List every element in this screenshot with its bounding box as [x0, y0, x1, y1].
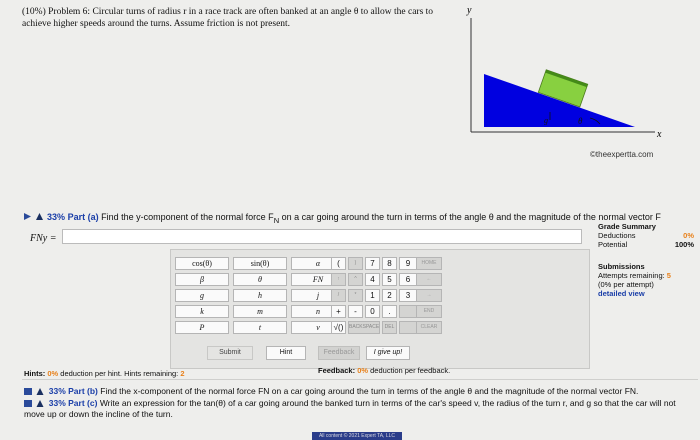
key-dot[interactable]: .: [382, 305, 397, 318]
warning-icon: [36, 213, 43, 220]
deductions-label: Deductions: [598, 231, 636, 240]
part-b-percent: 33%: [48, 386, 66, 396]
part-c-text: Write an expression for the tan(θ) of a car going around the banked turn in terms of the car's speed v, the radius of the turn r, and g so that the car will not move up or down the incline of the turn.: [24, 398, 676, 419]
key-alpha[interactable]: α: [291, 257, 345, 270]
hints-text: deduction per hint. Hints remaining:: [60, 369, 179, 378]
hints-pct: 0%: [47, 369, 59, 378]
key-backspace[interactable]: BACKSPACE: [348, 321, 380, 334]
submissions-panel: [598, 262, 694, 298]
key-m[interactable]: m: [233, 305, 287, 318]
x-axis-label: x: [657, 129, 662, 140]
expand-arrow-icon[interactable]: [24, 213, 31, 220]
give-up-button[interactable]: I give up!: [366, 346, 410, 360]
key-caret[interactable]: ^: [348, 273, 363, 286]
part-a-percent: 33%: [47, 212, 66, 222]
feedback-info: [318, 366, 450, 375]
key-blank-2: [399, 321, 417, 334]
attempts-value: 5: [666, 271, 671, 280]
key-0[interactable]: 0: [365, 305, 380, 318]
key-8[interactable]: 8: [382, 257, 397, 270]
key-g[interactable]: g: [175, 289, 229, 302]
number-keypad: [331, 257, 417, 334]
part-b-label: Part (b): [68, 386, 98, 396]
key-divide[interactable]: /: [331, 289, 346, 302]
key-6[interactable]: 6: [399, 273, 417, 286]
key-3[interactable]: 3: [399, 289, 417, 302]
feedback-text: deduction per feedback.: [370, 366, 451, 375]
key-left[interactable]: ←: [416, 273, 442, 286]
key-sqrt[interactable]: √(): [331, 321, 346, 334]
potential-value: 100%: [674, 240, 694, 249]
key-multiply[interactable]: *: [348, 289, 363, 302]
answer-input[interactable]: [62, 229, 582, 244]
part-c-row[interactable]: [24, 398, 694, 420]
key-k[interactable]: k: [175, 305, 229, 318]
collapsed-icon: [24, 400, 32, 407]
feedback-label: Feedback:: [318, 366, 356, 375]
warning-icon: [36, 400, 44, 407]
function-keypad: [175, 257, 345, 334]
part-b-text: Find the x-component of the normal force FN on a car going around the turn in terms of the angle θ and the magnitude of the normal vector FN.: [100, 386, 639, 396]
attempts-label: Attempts remaining:: [598, 271, 665, 280]
key-h[interactable]: h: [233, 289, 287, 302]
submit-button[interactable]: Submit: [207, 346, 253, 360]
key-right[interactable]: →: [416, 289, 442, 302]
key-plus[interactable]: +: [331, 305, 346, 318]
key-v[interactable]: v: [291, 321, 345, 334]
hint-button[interactable]: Hint: [266, 346, 306, 360]
key-2[interactable]: 2: [382, 289, 397, 302]
key-clear[interactable]: CLEAR: [416, 321, 442, 334]
hints-info: [24, 369, 185, 378]
key-beta[interactable]: β: [175, 273, 229, 286]
key-j[interactable]: j: [291, 289, 345, 302]
key-n[interactable]: n: [291, 305, 345, 318]
collapsed-icon: [24, 388, 32, 395]
key-p[interactable]: P: [175, 321, 229, 334]
divider: [22, 379, 698, 380]
key-up[interactable]: ↑: [331, 273, 346, 286]
key-open-paren[interactable]: (: [331, 257, 346, 270]
deductions-value: 0%: [683, 231, 694, 240]
key-9[interactable]: 9: [399, 257, 417, 270]
feedback-pct: 0%: [357, 366, 369, 375]
footer-copyright: All content © 2021 Expert TA, LLC: [312, 432, 402, 440]
part-a-question-sub: N: [273, 215, 280, 225]
key-t[interactable]: t: [233, 321, 287, 334]
key-blank: [399, 305, 417, 318]
key-5[interactable]: 5: [382, 273, 397, 286]
potential-label: Potential: [598, 240, 628, 249]
key-7[interactable]: 7: [365, 257, 380, 270]
part-a-header: [24, 212, 696, 226]
feedback-button[interactable]: Feedback: [318, 346, 360, 360]
image-credit: ©theexpertta.com: [590, 150, 654, 159]
y-axis-label: y: [467, 5, 472, 16]
part-a-label: Part (a): [67, 212, 99, 222]
theta-label: θ: [578, 116, 583, 126]
banked-turn-diagram: [440, 0, 690, 165]
key-fn[interactable]: FN: [291, 273, 345, 286]
hints-label: Hints:: [24, 369, 46, 378]
key-sin[interactable]: sin(θ): [233, 257, 287, 270]
part-b-row[interactable]: [24, 386, 694, 397]
key-theta[interactable]: θ: [233, 273, 287, 286]
per-attempt: (0% per attempt): [598, 280, 654, 289]
part-c-percent: 33%: [48, 398, 66, 408]
submissions-title: Submissions: [598, 262, 645, 271]
gravity-label: g: [544, 116, 548, 125]
key-close-paren[interactable]: ): [348, 257, 363, 270]
grade-summary: [598, 222, 694, 249]
key-1[interactable]: 1: [365, 289, 380, 302]
part-c-label: Part (c): [68, 398, 98, 408]
hints-remaining: 2: [180, 369, 185, 378]
key-end[interactable]: END: [416, 305, 442, 318]
answer-label: FNy =: [30, 233, 57, 244]
key-cos[interactable]: cos(θ): [175, 257, 229, 270]
key-del[interactable]: DEL: [382, 321, 397, 334]
problem-statement: [22, 6, 442, 30]
key-minus[interactable]: -: [348, 305, 363, 318]
grade-summary-title: Grade Summary: [598, 222, 656, 231]
key-4[interactable]: 4: [365, 273, 380, 286]
part-a-question-rest: on a car going around the turn in terms of the angle θ and the magnitude of the normal vector F: [279, 212, 661, 222]
key-home[interactable]: HOME: [416, 257, 442, 270]
warning-icon: [36, 388, 44, 395]
part-a-question: Find the y-component of the normal force F: [101, 212, 274, 222]
detailed-view-link[interactable]: detailed view: [598, 289, 645, 298]
problem-text: (10%) Problem 6: Circular turns of radius r in a race track are often banked at an angle θ to allow the cars to achieve higher speeds around the turns. Assume friction is not present.: [22, 7, 434, 29]
